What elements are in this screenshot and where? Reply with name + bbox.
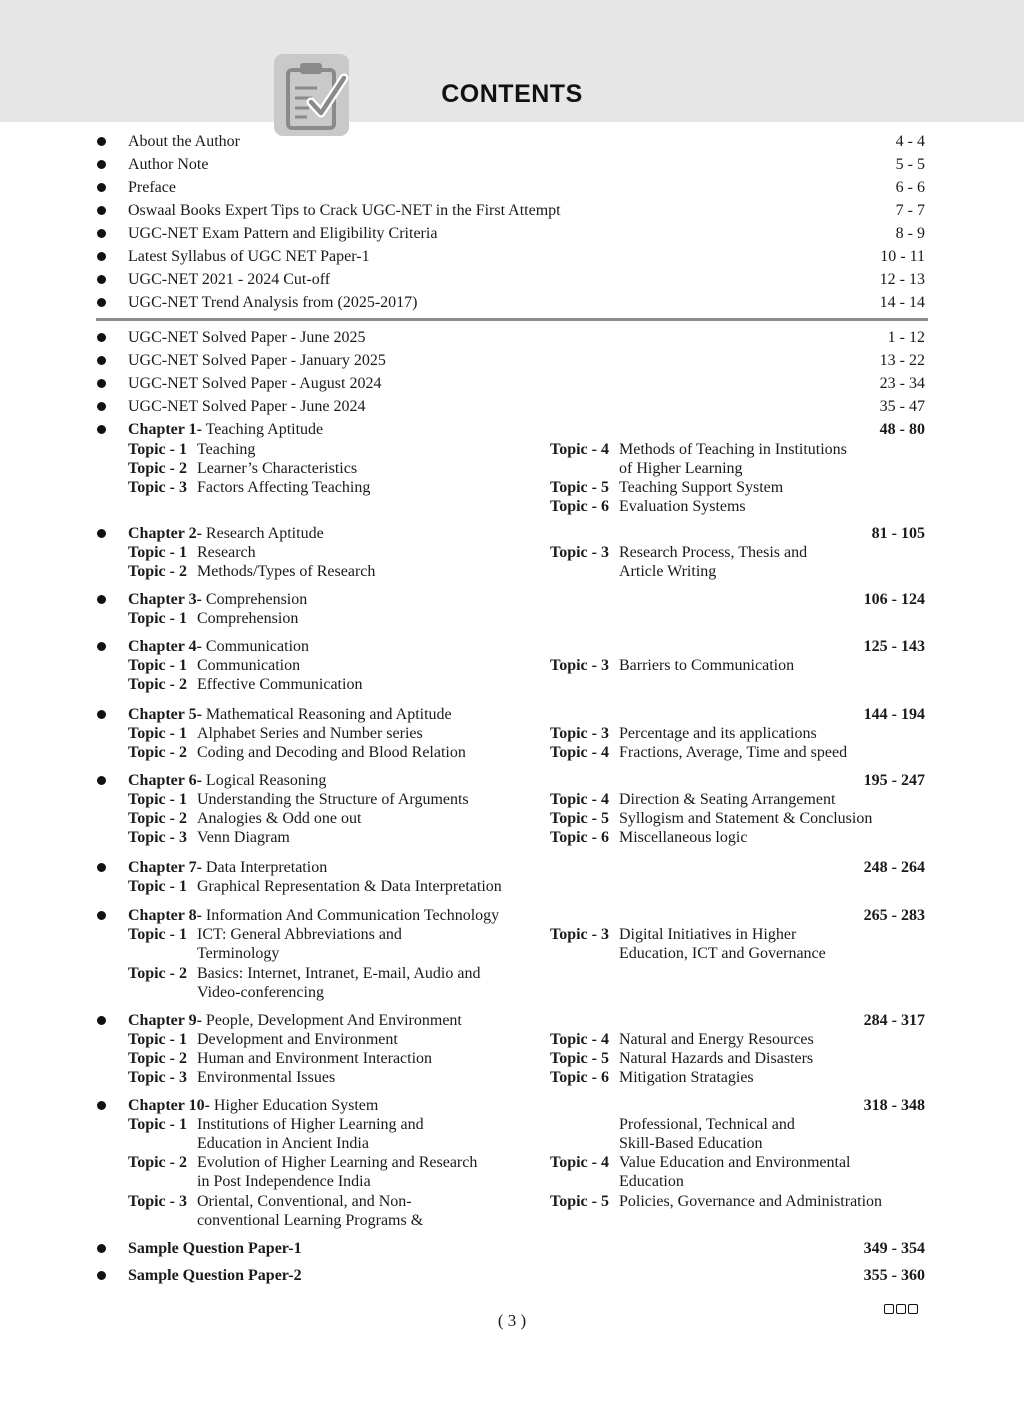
chapter-name: Logical Reasoning xyxy=(205,772,327,789)
topic-name: Barriers to Communication xyxy=(619,657,795,674)
topic-name: Evaluation Systems xyxy=(619,498,746,515)
chapter-name: Research Aptitude xyxy=(205,525,324,542)
topic-name: Policies, Governance and Administration xyxy=(619,1193,883,1210)
topic-name: Mitigation Stratagies xyxy=(619,1069,754,1086)
chapter-label: Chapter 6- xyxy=(128,772,202,789)
entry-title: About the Author xyxy=(128,133,240,150)
topic-label: Topic - 3 xyxy=(550,926,609,943)
chapter-7-entry[interactable] xyxy=(0,858,1024,877)
entry-pages: 13 - 22 xyxy=(879,352,925,369)
chapter-label: Chapter 4- xyxy=(128,638,202,655)
topic-label: Topic - 3 xyxy=(128,829,187,846)
chapter-title xyxy=(128,858,327,877)
topic-name: Comprehension xyxy=(197,610,299,627)
topic-name-continued: conventional Learning Programs & xyxy=(197,1212,424,1229)
topic-name: Learner’s Characteristics xyxy=(197,460,358,477)
topic-name-continued: of Higher Learning xyxy=(619,460,743,477)
chapter-label: Chapter 7- xyxy=(128,859,202,876)
entry-title: Oswaal Books Expert Tips to Crack UGC-NET in the First Attempt xyxy=(128,202,561,219)
entry-title: Preface xyxy=(128,179,176,196)
chapter-3-entry[interactable] xyxy=(0,590,1024,609)
bullet-icon xyxy=(97,642,106,651)
topic-label: Topic - 2 xyxy=(128,744,187,761)
chapter-label: Chapter 3- xyxy=(128,591,202,608)
entry-title: Author Note xyxy=(128,156,209,173)
chapter-title xyxy=(128,590,307,609)
topic-item[interactable] xyxy=(128,964,480,983)
topic-item[interactable] xyxy=(128,828,290,847)
chapter-name: Data Interpretation xyxy=(205,859,328,876)
topic-label: Topic - 1 xyxy=(128,926,187,943)
topic-item[interactable] xyxy=(128,1068,335,1087)
bullet-icon xyxy=(97,595,106,604)
topic-item[interactable] xyxy=(128,1192,412,1211)
toc-entry[interactable] xyxy=(0,1266,1024,1285)
topic-name: Effective Communication xyxy=(197,676,363,693)
chapter-title xyxy=(128,524,324,543)
topic-name: Alphabet Series and Number series xyxy=(197,725,423,742)
bullet-icon xyxy=(97,1244,106,1253)
chapter-name: People, Development And Environment xyxy=(205,1012,462,1029)
topic-item[interactable] xyxy=(550,1049,813,1068)
entry-pages: 7 - 7 xyxy=(895,202,925,219)
topic-label: Topic - 4 xyxy=(550,441,609,458)
chapter-name: Communication xyxy=(205,638,310,655)
chapter-name: Information And Communication Technology xyxy=(205,907,500,924)
bullet-icon xyxy=(97,425,106,434)
chapter-title xyxy=(128,1011,462,1030)
bullet-icon xyxy=(97,333,106,342)
topic-name: Syllogism and Statement & Conclusion xyxy=(619,810,873,827)
topic-label: Topic - 3 xyxy=(128,479,187,496)
chapter-1-entry[interactable] xyxy=(0,420,1024,439)
entry-title: UGC-NET Solved Paper - June 2025 xyxy=(128,329,366,346)
bullet-icon xyxy=(97,529,106,538)
entry-pages: 6 - 6 xyxy=(895,179,925,196)
entry-pages: 8 - 9 xyxy=(895,225,925,242)
topic-item[interactable] xyxy=(128,656,300,675)
topic-item[interactable] xyxy=(550,478,783,497)
page-number: ( 3 ) xyxy=(497,1311,527,1330)
toc-entry[interactable] xyxy=(0,397,1024,416)
topic-name: Teaching Support System xyxy=(619,479,784,496)
topic-item[interactable] xyxy=(128,1115,424,1134)
bullet-icon xyxy=(97,229,106,238)
topic-label: Topic - 1 xyxy=(128,1116,187,1133)
topic-label: Topic - 1 xyxy=(128,791,187,808)
topic-name: Natural Hazards and Disasters xyxy=(619,1050,814,1067)
entry-title: UGC-NET Solved Paper - August 2024 xyxy=(128,375,382,392)
topic-label: Topic - 6 xyxy=(550,498,609,515)
topic-item[interactable] xyxy=(550,809,872,828)
topic-label: Topic - 1 xyxy=(128,657,187,674)
toc-entry[interactable] xyxy=(0,178,1024,197)
chapter-name: Comprehension xyxy=(205,591,308,608)
chapter-5-entry[interactable] xyxy=(0,705,1024,724)
chapter-pages: 125 - 143 xyxy=(863,638,925,655)
chapter-title xyxy=(128,420,323,439)
topic-item[interactable] xyxy=(128,1153,477,1172)
topic-label: Topic - 4 xyxy=(550,744,609,761)
toc-entry[interactable] xyxy=(0,1239,1024,1258)
topic-name: Environmental Issues xyxy=(197,1069,336,1086)
entry-pages: 14 - 14 xyxy=(879,294,925,311)
bullet-icon xyxy=(97,275,106,284)
topic-item[interactable] xyxy=(128,809,361,828)
topic-name-continued: Terminology xyxy=(197,945,280,962)
topic-name: Institutions of Higher Learning and xyxy=(197,1116,424,1133)
topic-item[interactable] xyxy=(128,790,469,809)
topic-name: Direction & Seating Arrangement xyxy=(619,791,836,808)
bullet-icon xyxy=(97,206,106,215)
bullet-icon xyxy=(97,379,106,388)
topic-label: Topic - 2 xyxy=(128,1154,187,1171)
topic-name: Coding and Decoding and Blood Relation xyxy=(197,744,466,761)
topic-item[interactable] xyxy=(128,562,375,581)
bullet-icon xyxy=(97,252,106,261)
chapter-pages: 144 - 194 xyxy=(863,706,925,723)
entry-title: UGC-NET Solved Paper - June 2024 xyxy=(128,398,366,415)
chapter-pages: 318 - 348 xyxy=(863,1097,925,1114)
topic-item[interactable] xyxy=(550,1153,850,1172)
entry-title: Sample Question Paper-2 xyxy=(128,1267,302,1284)
topic-label: Topic - 3 xyxy=(550,657,609,674)
topic-item[interactable] xyxy=(128,925,402,944)
topic-name: Graphical Representation & Data Interpretation xyxy=(197,878,502,895)
toc-entry[interactable] xyxy=(0,247,1024,266)
toc-entry[interactable] xyxy=(0,293,1024,312)
topic-name: Factors Affecting Teaching xyxy=(197,479,371,496)
page-title: CONTENTS xyxy=(441,80,583,108)
entry-pages: 35 - 47 xyxy=(879,398,925,415)
topic-item[interactable] xyxy=(550,828,747,847)
toc-entry[interactable] xyxy=(0,224,1024,243)
topic-label: Topic - 6 xyxy=(550,1069,609,1086)
topic-name: Value Education and Environmental xyxy=(619,1154,851,1171)
chapter-6-entry[interactable] xyxy=(0,771,1024,790)
topic-item[interactable] xyxy=(550,790,835,809)
chapter-pages: 195 - 247 xyxy=(863,772,925,789)
topic-item[interactable] xyxy=(128,459,357,478)
entry-title: UGC-NET Trend Analysis from (2025-2017) xyxy=(128,294,418,311)
topic-label: Topic - 2 xyxy=(128,965,187,982)
topic-item[interactable] xyxy=(550,497,746,516)
bullet-icon xyxy=(97,863,106,872)
chapter-label: Chapter 2- xyxy=(128,525,202,542)
chapter-name: Teaching Aptitude xyxy=(205,421,324,438)
topic-label: Topic - 5 xyxy=(550,1050,609,1067)
chapter-pages: 106 - 124 xyxy=(863,591,925,608)
topic-label: Topic - 5 xyxy=(550,479,609,496)
chapter-2-entry[interactable] xyxy=(0,524,1024,543)
toc-entry[interactable] xyxy=(0,155,1024,174)
topic-name: Understanding the Structure of Arguments xyxy=(197,791,469,808)
toc-entry[interactable] xyxy=(0,351,1024,370)
section-divider xyxy=(96,318,928,321)
chapter-title xyxy=(128,637,309,656)
chapter-pages: 284 - 317 xyxy=(863,1012,925,1029)
topic-item[interactable] xyxy=(128,440,255,459)
bullet-icon xyxy=(97,1101,106,1110)
topic-item[interactable] xyxy=(128,1049,432,1068)
topic-name-continued: Education in Ancient India xyxy=(197,1135,369,1152)
topic-label: Topic - 3 xyxy=(550,544,609,561)
topic-name-continued: Professional, Technical and xyxy=(619,1116,795,1133)
topic-item[interactable] xyxy=(550,656,794,675)
bullet-icon xyxy=(97,776,106,785)
entry-title: UGC-NET Exam Pattern and Eligibility Criteria xyxy=(128,225,438,242)
topic-name: Basics: Internet, Intranet, E-mail, Audio and xyxy=(197,965,481,982)
entry-pages: 5 - 5 xyxy=(895,156,925,173)
chapter-title xyxy=(128,771,326,790)
topic-item[interactable] xyxy=(128,543,256,562)
topic-name-continued: in Post Independence India xyxy=(197,1173,371,1190)
entry-title: UGC-NET 2021 - 2024 Cut-off xyxy=(128,271,331,288)
topic-name: Teaching xyxy=(197,441,256,458)
topic-label: Topic - 4 xyxy=(550,791,609,808)
chapter-4-entry[interactable] xyxy=(0,637,1024,656)
topic-name: Natural and Energy Resources xyxy=(619,1031,814,1048)
topic-name-continued: Article Writing xyxy=(619,563,717,580)
topic-label: Topic - 2 xyxy=(128,676,187,693)
entry-pages: 12 - 13 xyxy=(879,271,925,288)
bullet-icon xyxy=(97,1016,106,1025)
toc-entry[interactable] xyxy=(0,201,1024,220)
topic-name: Fractions, Average, Time and speed xyxy=(619,744,848,761)
topic-label: Topic - 1 xyxy=(128,441,187,458)
chapter-label: Chapter 9- xyxy=(128,1012,202,1029)
topic-name: ICT: General Abbreviations and xyxy=(197,926,402,943)
chapter-pages: 248 - 264 xyxy=(863,859,925,876)
toc-entry[interactable] xyxy=(0,374,1024,393)
chapter-label: Chapter 10- xyxy=(128,1097,210,1114)
topic-label: Topic - 3 xyxy=(128,1069,187,1086)
chapter-pages: 81 - 105 xyxy=(871,525,925,542)
topic-label: Topic - 4 xyxy=(550,1031,609,1048)
topic-item[interactable] xyxy=(550,1192,882,1211)
topic-name: Methods of Teaching in Institutions xyxy=(619,441,847,458)
entry-title: UGC-NET Solved Paper - January 2025 xyxy=(128,352,386,369)
topic-item[interactable] xyxy=(550,724,817,743)
topic-item[interactable] xyxy=(550,1030,814,1049)
topic-label: Topic - 3 xyxy=(550,725,609,742)
bullet-icon xyxy=(97,183,106,192)
bullet-icon xyxy=(97,160,106,169)
bullet-icon xyxy=(97,137,106,146)
topic-item[interactable] xyxy=(128,724,423,743)
chapter-10-entry[interactable] xyxy=(0,1096,1024,1115)
bullet-icon xyxy=(97,1271,106,1280)
topic-item[interactable] xyxy=(128,743,466,762)
chapter-title xyxy=(128,1096,378,1115)
topic-label: Topic - 1 xyxy=(128,1031,187,1048)
toc-entry[interactable] xyxy=(0,132,1024,151)
topic-label: Topic - 1 xyxy=(128,725,187,742)
topic-name: Evolution of Higher Learning and Research xyxy=(197,1154,478,1171)
topic-item[interactable] xyxy=(550,925,796,944)
topic-item[interactable] xyxy=(550,543,807,562)
topic-name: Methods/Types of Research xyxy=(197,563,376,580)
topic-name-continued: Video-conferencing xyxy=(197,984,324,1001)
topic-name: Development and Environment xyxy=(197,1031,398,1048)
chapter-title xyxy=(128,705,452,724)
chapter-title xyxy=(128,906,499,925)
bullet-icon xyxy=(97,298,106,307)
toc-entry[interactable] xyxy=(0,328,1024,347)
topic-name-continued: Skill-Based Education xyxy=(619,1135,763,1152)
topic-label: Topic - 4 xyxy=(550,1154,609,1171)
topic-name: Miscellaneous logic xyxy=(619,829,748,846)
chapter-name: Higher Education System xyxy=(213,1097,379,1114)
entry-title: Sample Question Paper-1 xyxy=(128,1240,302,1257)
bullet-icon xyxy=(97,911,106,920)
entry-pages: 1 - 12 xyxy=(887,329,925,346)
bullet-icon xyxy=(97,710,106,719)
topic-name-continued: Education, ICT and Governance xyxy=(619,945,826,962)
topic-item[interactable] xyxy=(550,743,847,762)
topic-name: Research xyxy=(197,544,256,561)
entry-pages: 23 - 34 xyxy=(879,375,925,392)
topic-item[interactable] xyxy=(128,675,362,694)
toc-entry[interactable] xyxy=(0,270,1024,289)
chapter-label: Chapter 5- xyxy=(128,706,202,723)
entry-pages: 4 - 4 xyxy=(895,133,925,150)
topic-label: Topic - 1 xyxy=(128,610,187,627)
topic-label: Topic - 2 xyxy=(128,563,187,580)
topic-item[interactable] xyxy=(128,609,298,628)
topic-label: Topic - 2 xyxy=(128,1050,187,1067)
entry-pages: 355 - 360 xyxy=(863,1267,925,1284)
topic-name: Venn Diagram xyxy=(197,829,290,846)
topic-label: Topic - 3 xyxy=(128,1193,187,1210)
topic-label: Topic - 6 xyxy=(550,829,609,846)
topic-label: Topic - 5 xyxy=(550,1193,609,1210)
topic-name: Analogies & Odd one out xyxy=(197,810,362,827)
topic-name-continued: Education xyxy=(619,1173,684,1190)
topic-label: Topic - 2 xyxy=(128,810,187,827)
topic-name: Oriental, Conventional, and Non- xyxy=(197,1193,412,1210)
chapter-label: Chapter 1- xyxy=(128,421,202,438)
entry-pages: 10 - 11 xyxy=(880,248,925,265)
topic-item[interactable] xyxy=(550,1068,754,1087)
chapter-pages: 48 - 80 xyxy=(879,421,925,438)
topic-name: Research Process, Thesis and xyxy=(619,544,808,561)
topic-item[interactable] xyxy=(128,478,370,497)
bullet-icon xyxy=(97,402,106,411)
chapter-9-entry[interactable] xyxy=(0,1011,1024,1030)
chapter-pages: 265 - 283 xyxy=(863,907,925,924)
topic-label: Topic - 2 xyxy=(128,460,187,477)
topic-name: Percentage and its applications xyxy=(619,725,817,742)
chapter-label: Chapter 8- xyxy=(128,907,202,924)
entry-pages: 349 - 354 xyxy=(863,1240,925,1257)
topic-name: Communication xyxy=(197,657,301,674)
topic-name: Digital Initiatives in Higher xyxy=(619,926,797,943)
chapter-name: Mathematical Reasoning and Aptitude xyxy=(205,706,452,723)
topic-item[interactable] xyxy=(128,1030,398,1049)
topic-label: Topic - 1 xyxy=(128,544,187,561)
topic-name: Human and Environment Interaction xyxy=(197,1050,433,1067)
bullet-icon xyxy=(97,356,106,365)
chapter-8-entry[interactable] xyxy=(0,906,1024,925)
topic-label: Topic - 1 xyxy=(128,878,187,895)
topic-item[interactable] xyxy=(128,877,502,896)
topic-label: Topic - 5 xyxy=(550,810,609,827)
entry-title: Latest Syllabus of UGC NET Paper-1 xyxy=(128,248,370,265)
topic-item[interactable] xyxy=(550,440,847,459)
